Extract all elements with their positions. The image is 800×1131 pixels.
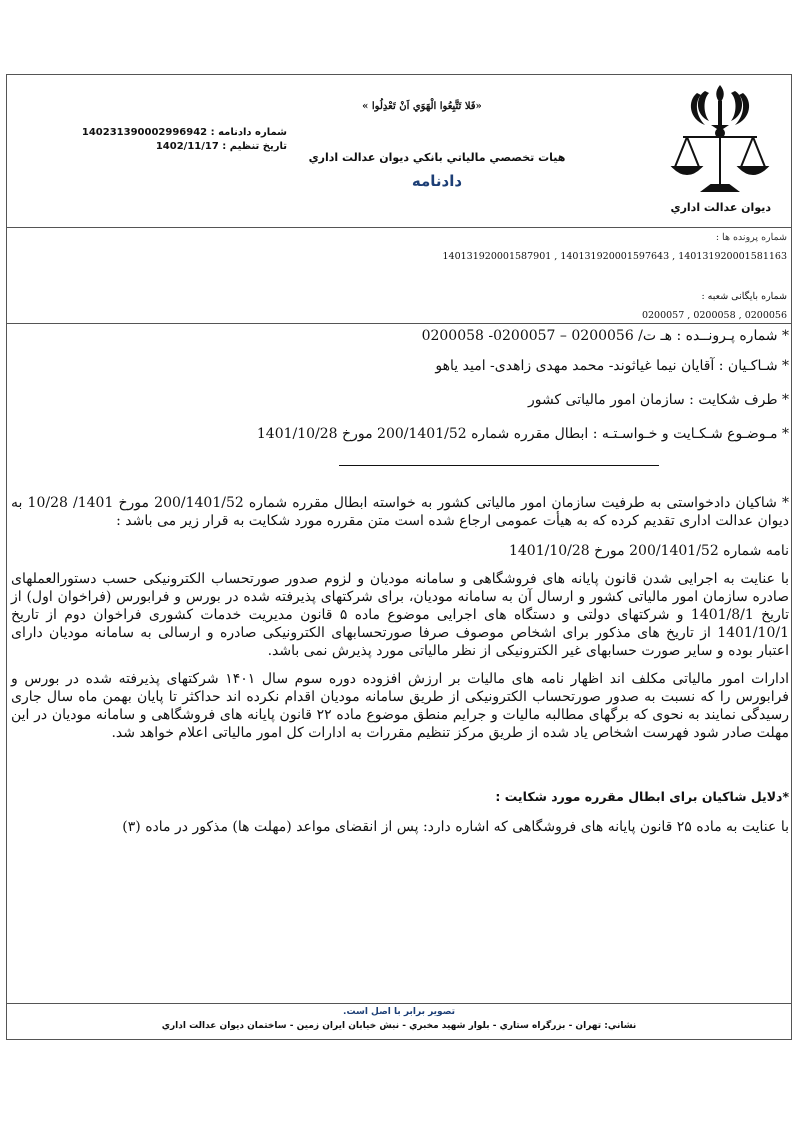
case-file-field: * شماره پـرونــده : هـ ت/ 0200056 – 0200057- 0200058	[421, 328, 789, 344]
regulation-paragraph-1: با عنایت به اجرایی شدن قانون پایانه های فروشگاهی و سامانه مودیان و لزوم صدور صورتحساب الکترونیکی حسب دستورالعملهای صادره سازمان امور مالیاتی کشور و ارسال آن به سامانه مودیان، برای شرکتهای پذیرفته شده در بورس و فرابورس (فراخوان اول) از تاریخ 1401/8/1 و شرکتهای دولتی و دستگاه های اجرایی موضوع ماده ۵ قانون مدیریت خدمات کشوری فراخوان دوم از تاریخ 1401/10/1 از تاریخ های مذکور برای اشخاص موصوف صرفا صورتحسابهای الکترونیکی صادره و ارسالی به سامانه مودیان دارای اعتبار بوده و سایر صورت حسابهای غیر الکترونیکی از نظر مالیاتی مورد پذیرش نمی باشد.	[11, 571, 789, 659]
regulation-paragraph-2: ادارات امور مالیاتی مکلف اند اظهار نامه های مالیات بر ارزش افزوده دوره سوم سال ۱۴۰۱ شرکتهای پذیرفته شده در بورس و فرابورس را که نسبت به صدور صورتحساب الکترونیکی از طریق سامانه مودیان اقدام نکرده اند حداکثر تا پایان بهمن ماه سال جاری رسیدگی نمایند به نحوی که برگهای مطالبه مالیات و جرایم منطق موضوع ماده ۲۲ قانون پایانه های فروشگاهی و سامانه مودیان در این مهلت صادر شود فهرست اشخاص یاد شده از طریق مرکز تنظیم مقررات به ادارات کل امور مالیاتی اعلام خواهد شد.	[11, 671, 790, 741]
issue-date-line	[77, 141, 287, 152]
branch-archive-value: 0200057 , 0200058 , 0200056	[641, 310, 787, 321]
respondent-field: * طرف شکایت : سازمان امور مالیاتی کشور	[527, 392, 789, 408]
document-frame	[6, 74, 792, 1040]
document-title: دادنامه	[411, 172, 463, 190]
verdict-number-line	[77, 127, 287, 138]
issue-date-label: تاريخ تنظيم :	[222, 141, 287, 152]
board-title: هيات تخصصي مالياتي بانكي ديوان عدالت اداري	[308, 151, 566, 164]
section-rule	[339, 465, 659, 466]
document-header	[7, 75, 791, 228]
iran-emblem-scales-icon	[665, 81, 775, 201]
header-divider	[7, 323, 791, 324]
intro-paragraph: * شاکیان دادخواستی به طرفیت سازمان امور مالیاتی کشور به خواسته ابطال مقرره شماره 200/1401/52 مورخ 1401/ 10/28 به دیوان عدالت اداری تقدیم کرده که به هیأت عمومی ارجاع شده است متن مقرره مورد شکایت به قرار زیر می باشد :	[11, 495, 789, 529]
emblem	[655, 81, 785, 221]
footer-divider	[7, 1003, 791, 1004]
letter-reference: نامه شماره 200/1401/52 مورخ 1401/10/28	[508, 543, 789, 559]
reasons-paragraph: با عنایت به ماده ۲۵ قانون پایانه های فروشگاهی که اشاره دارد: پس از انقضای مواعد (مهلت ها) مذکور در ماده (۳)	[122, 819, 789, 835]
case-numbers-value: 140131920001587901 , 140131920001597643 , 140131920001581163	[442, 251, 787, 262]
complainants-field: * شـاکـیان : آقایان نیما غیاثوند- محمد مهدی زاهدی- امید یاهو	[435, 358, 789, 374]
case-numbers-block	[17, 231, 787, 263]
verdict-number: 140231390002996942	[81, 127, 208, 138]
branch-archive-block	[17, 290, 787, 322]
verdict-number-label: شماره دادنامه :	[210, 127, 287, 138]
reasons-heading: *دلایل شاکیان برای ابطال مقرره مورد شکایت :	[495, 789, 789, 804]
court-address: نشاني: تهران - بزرگراه ستاري - بلوار شهيد مخبري - نبش خيابان ايران زمين - ساختمان ديوان عدالت اداري	[161, 1021, 637, 1031]
certified-copy-note: تصوير برابر با اصل است.	[343, 1007, 455, 1017]
quran-verse: «فَلا تَتَّبِعُوا الْهَوَي اَنْ تَعْدِلُوا »	[362, 101, 482, 112]
branch-archive-label: شماره بایگانی شعبه :	[701, 291, 787, 302]
case-numbers-label: شماره پرونده ها :	[715, 232, 787, 243]
issue-date: 1402/11/17	[155, 141, 219, 152]
emblem-caption: ديوان عدالت اداري	[670, 201, 771, 214]
document-body	[11, 325, 789, 836]
subject-field: * مـوضـوع شـکـایت و خـواسـتـه : ابطال مقرره شماره 200/1401/52 مورخ 1401/10/28	[256, 426, 789, 442]
